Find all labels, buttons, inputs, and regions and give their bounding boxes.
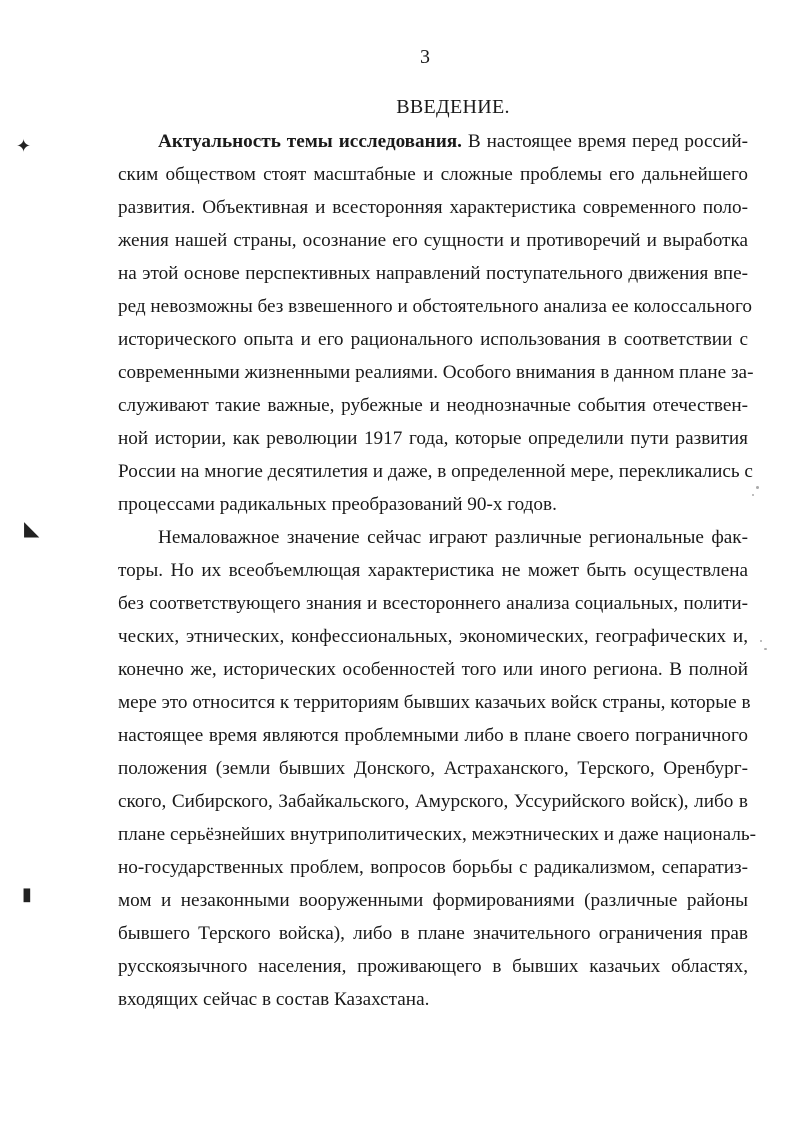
paragraph-2-line: положения (земли бывших Донского, Астраханского, Терского, Оренбург- bbox=[118, 758, 748, 779]
scan-speck bbox=[756, 486, 759, 489]
paragraph-2-line: но-государственных проблем, вопросов борьбы с радикализмом, сепаратиз- bbox=[118, 857, 748, 878]
scan-mark-icon: ▮ bbox=[22, 884, 32, 905]
page-number: 3 bbox=[420, 46, 430, 68]
paragraph-2-line: Немаловажное значение сейчас играют различные региональные фак- bbox=[158, 527, 748, 548]
paragraph-2-line: мере это относится к территориям бывших казачьих войск страны, которые в bbox=[118, 692, 751, 713]
paragraph-1-line: служивают такие важные, рубежные и неоднозначные события отечествен- bbox=[118, 395, 748, 416]
paragraph-2-line: ческих, этнических, конфессиональных, экономических, географических и, bbox=[118, 626, 748, 647]
paragraph-1-line: развития. Объективная и всесторонняя характеристика современного поло- bbox=[118, 197, 748, 218]
paragraph-2-line: настоящее время являются проблемными либо в плане своего пограничного bbox=[118, 725, 748, 746]
paragraph-2-line: русскоязычного населения, проживающего в бывших казачьих областях, bbox=[118, 956, 748, 977]
paragraph-1-line: ной истории, как революции 1917 года, которые определили пути развития bbox=[118, 428, 748, 449]
paragraph-2-line: мом и незаконными вооруженными формированиями (различные районы bbox=[118, 890, 748, 911]
scan-speck bbox=[752, 494, 754, 496]
paragraph-2-line: входящих сейчас в состав Казахстана. bbox=[118, 989, 430, 1010]
paragraph-2-line: ского, Сибирского, Забайкальского, Амурского, Уссурийского войск), либо в bbox=[118, 791, 748, 812]
paragraph-1-line: на этой основе перспективных направлений поступательного движения впе- bbox=[118, 263, 748, 284]
paragraph-1-line-1: Актуальность темы исследования. В настоящее время перед россий- bbox=[158, 131, 748, 152]
paragraph-1-line: ским обществом стоят масштабные и сложные проблемы его дальнейшего bbox=[118, 164, 748, 185]
scan-speck bbox=[760, 640, 762, 642]
paragraph-1-line: процессами радикальных преобразований 90-х годов. bbox=[118, 494, 557, 515]
paragraph-1-line: России на многие десятилетия и даже, в определенной мере, перекликались с bbox=[118, 461, 753, 482]
paragraph-1-line: современными жизненными реалиями. Особого внимания в данном плане за- bbox=[118, 362, 754, 383]
section-heading: ВВЕДЕНИЕ. bbox=[396, 96, 510, 118]
paragraph-1-lead: Актуальность темы исследования. bbox=[158, 131, 462, 152]
scan-speck bbox=[764, 648, 767, 650]
paragraph-1-line: ред невозможны без взвешенного и обстоятельного анализа ее колоссального bbox=[118, 296, 752, 317]
paragraph-2-line: бывшего Терского войска), либо в плане значительного ограничения прав bbox=[118, 923, 748, 944]
paragraph-2-line: плане серьёзнейших внутриполитических, межэтнических и даже националь- bbox=[118, 824, 757, 845]
paragraph-2-line: без соответствующего знания и всестороннего анализа социальных, полити- bbox=[118, 593, 748, 614]
paragraph-1-line: исторического опыта и его рационального использования в соответствии с bbox=[118, 329, 748, 350]
scan-mark-icon: ◣ bbox=[24, 516, 40, 540]
paragraph-1-line: жения нашей страны, осознание его сущности и противоречий и выработка bbox=[118, 230, 748, 251]
paragraph-2-line: конечно же, исторических особенностей того или иного региона. В полной bbox=[118, 659, 748, 680]
paragraph-2-line: торы. Но их всеобъемлющая характеристика не может быть осуществлена bbox=[118, 560, 748, 581]
scan-mark-icon: ✦ bbox=[16, 136, 32, 157]
